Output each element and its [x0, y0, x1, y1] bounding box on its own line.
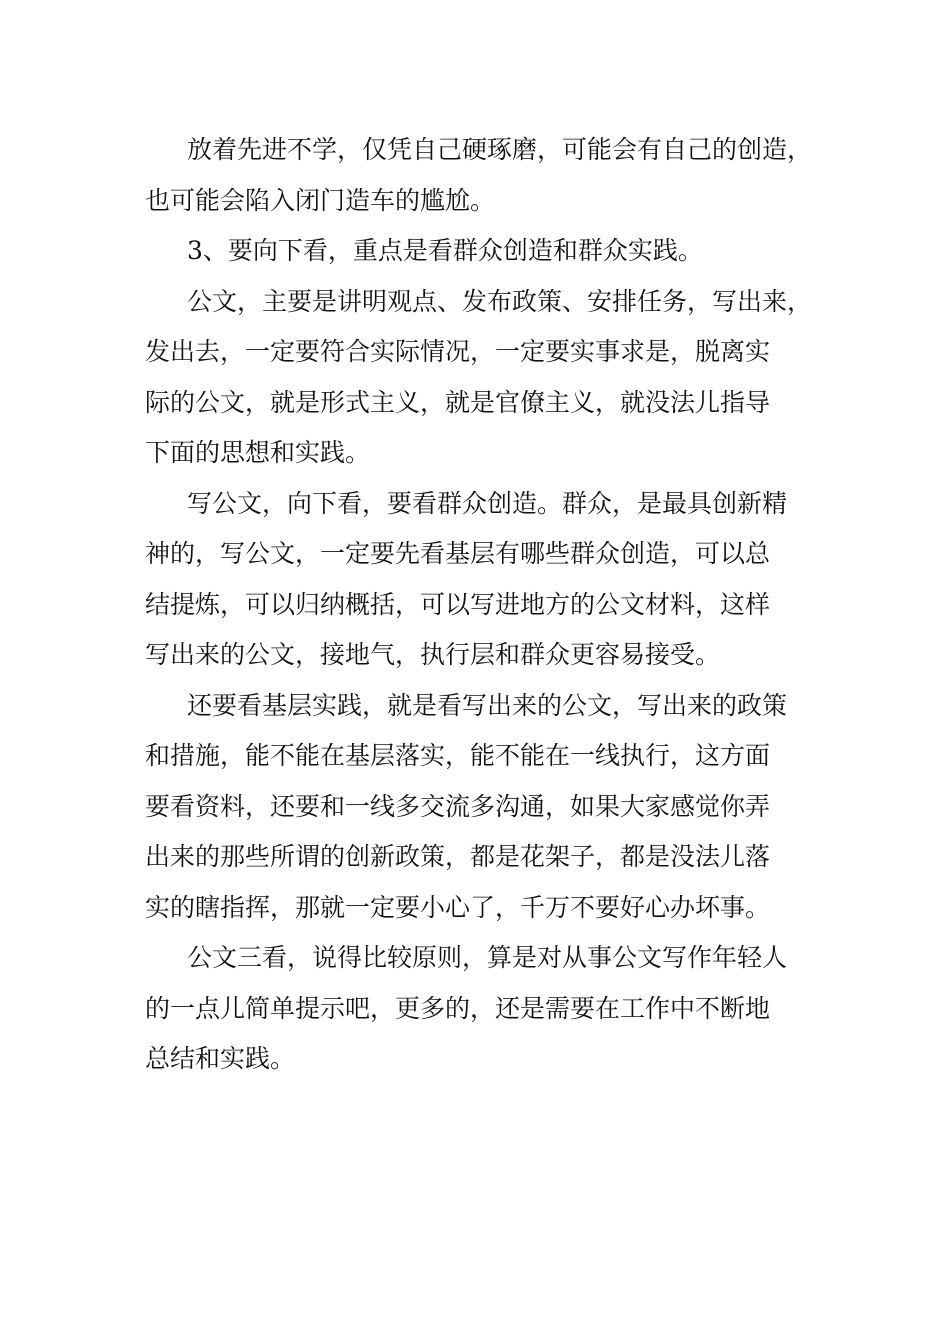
text-line: 总结和实践。 [145, 1044, 296, 1073]
paragraph-3 [145, 277, 835, 479]
text-line: 和措施，能不能在基层落实，能不能在一线执行，这方面 [145, 741, 771, 770]
text-line: 写出来的公文，接地气，执行层和群众更容易接受。 [145, 640, 721, 669]
text-line: 写公文，向下看，要看群众创造。群众，是最具创新精 [187, 488, 788, 518]
text-line: 要看资料，还要和一线多交流多沟通，如果大家感觉你弄 [145, 791, 771, 821]
text-line: 实的瞎指挥，那就一定要小心了，千万不要好心办坏事。 [145, 892, 771, 922]
paragraph-6 [145, 933, 835, 1085]
text-line: 结提炼，可以归纳概括，可以写进地方的公文材料，这样 [145, 589, 771, 619]
text-line: 也可能会陷入闭门造车的尴尬。 [145, 185, 496, 215]
document-body [145, 125, 835, 1085]
text-line: 3、要向下看，重点是看群众创造和群众实践。 [187, 236, 703, 265]
paragraph-2-heading [145, 226, 835, 277]
text-line: 出来的那些所谓的创新政策，都是花架子，都是没法儿落 [145, 842, 771, 871]
text-line: 际的公文，就是形式主义，就是官僚主义，就没法儿指导 [145, 387, 771, 417]
text-line: 还要看基层实践，就是看写出来的公文，写出来的政策 [187, 690, 788, 720]
text-line: 公文，主要是讲明观点、发布政策、安排任务，写出来， [187, 286, 813, 316]
text-line: 放着先进不学，仅凭自己硬琢磨，可能会有自己的创造， [187, 135, 813, 164]
text-line: 发出去，一定要符合实际情况，一定要实事求是，脱离实 [145, 337, 771, 366]
paragraph-5 [145, 681, 835, 934]
text-line: 公文三看，说得比较原则，算是对从事公文写作年轻人 [187, 943, 788, 972]
text-line: 下面的思想和实践。 [145, 438, 371, 467]
text-line: 神的，写公文，一定要先看基层有哪些群众创造，可以总 [145, 539, 771, 568]
paragraph-4 [145, 479, 835, 681]
paragraph-1 [145, 125, 835, 226]
text-line: 的一点儿简单提示吧，更多的，还是需要在工作中不断地 [145, 993, 771, 1023]
